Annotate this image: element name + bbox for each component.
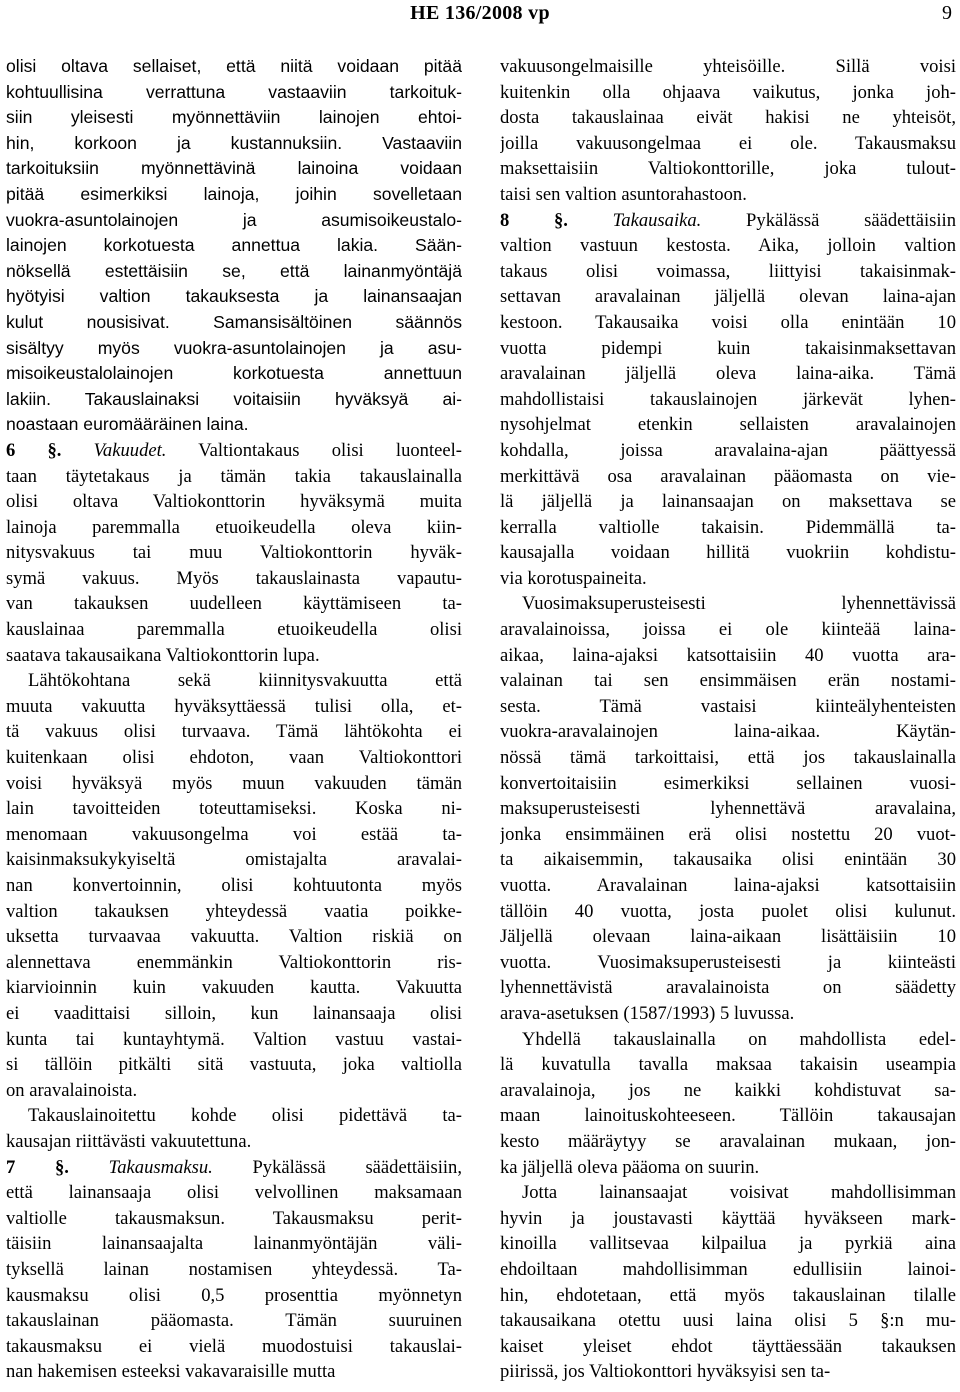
text-line: nössä tämä tarkoittaisi, että jos takauslainalla — [500, 747, 956, 769]
text-line: valtion vastuun kestosta. Aika, jolloin valtion — [500, 235, 956, 257]
text-line: kausajan riittävästi vakuutettuna. — [6, 1130, 252, 1152]
text-line: van takauksen uudelleen käyttämiseen ta- — [6, 593, 462, 615]
text-line — [6, 438, 462, 464]
text-line: taan täytetakaus ja tämän takia takauslainalla — [6, 465, 462, 487]
text-line: lä kuvatulla tavalla maksaa takaisin useampia — [500, 1054, 956, 1076]
text-line: kaiset yleiset ehdot täyttäessään takauksen — [500, 1335, 956, 1357]
section-title: Vakuudet. — [61, 439, 167, 461]
text-line: piirissä, jos Valtiokonttori hyväksyisi sen ta- — [500, 1361, 831, 1383]
text-line — [500, 208, 956, 234]
text-line: takausaikana otettu uusi laina olisi 5 §:n mu- — [500, 1310, 956, 1332]
text-line: lä jäljellä ja lainansaajan on maksettava se — [500, 491, 956, 513]
text-line: lyhennettävistä aravalainoista on säädetty — [500, 977, 956, 999]
text-line: olisi oltava sellaiset, että niitä voidaan pitää — [6, 56, 462, 76]
text-line: kohtuullisina verrattuna vastaaviin tarkoituk- — [6, 81, 462, 102]
text-line: vuokra-aravalainojen laina-aikaa. Käytän- — [500, 721, 956, 743]
text-line: maksettaisiin Valtiokonttorille, joka tulout- — [500, 158, 956, 180]
text-line: menomaan vakuusongelma voi estää ta- — [6, 823, 462, 845]
text-line: kaisinmaksukykyiseltä omistajalta aravalai- — [6, 849, 462, 871]
text-line: sesta. Tämä vastaisi kiinteälyhenteisten — [500, 695, 956, 717]
text-line: si tällöin pitkälti sitä vastuuta, joka valtiolla — [6, 1054, 462, 1076]
text-line: tällöin 40 vuotta, josta puolet olisi kulunut. — [500, 900, 956, 922]
text-line: vuotta pidempi kuin takaisinmaksettavan — [500, 337, 956, 359]
text-line: sisältyy myös vuokra-asuntolainojen ja asu- — [6, 337, 462, 358]
text-line: Jotta lainansaajat voisivat mahdollisimman — [522, 1182, 956, 1204]
document-reference: HE 136/2008 vp — [410, 2, 550, 24]
text-line: hyvin ja joustavasti käyttää hyväkseen mark- — [500, 1207, 956, 1229]
text-line: kunta tai kuntayhtymä. Valtion vastuu vastai- — [6, 1028, 462, 1050]
section-number: 6 §. — [6, 439, 62, 461]
text-line: lainoja paremmalla etuoikeudella oleva kiin- — [6, 516, 462, 538]
text-line: aravalainan jäljellä oleva laina-aika. Tämä — [500, 363, 956, 385]
text-line: nysohjelmat etenkin sellaisten aravalainojen — [500, 414, 956, 436]
text-line: aravalainoissa, joissa ei ole kiinteää laina- — [500, 619, 956, 641]
section-number: 8 §. — [500, 209, 568, 231]
text-line: kesto määräytyy se aravalainan mukaan, jon- — [500, 1130, 956, 1152]
text-line: Yhdellä takauslainalla on mahdollista edel- — [522, 1028, 956, 1050]
section-title: Takausaika. — [567, 209, 702, 231]
text-line: hyötyisi valtion takauksesta ja lainansaajan — [6, 286, 462, 307]
text-line: valtiolle takausmaksun. Takausmaksu perit- — [6, 1207, 462, 1229]
text-line: takaus olisi voimassa, liittyisi takaisinmak- — [500, 260, 956, 282]
text-line: kausmaksu olisi 0,5 prosenttia myönnetyn — [6, 1284, 462, 1306]
text-line: siin yleisesti myönnettäviin lainojen ehtoi- — [6, 107, 462, 128]
left-column — [6, 54, 462, 1385]
text-line: symä vakuus. Myös takauslainasta vapautu- — [6, 567, 462, 589]
text-line: maan lainoituskohteeseen. Tällöin takausajan — [500, 1105, 956, 1127]
text-line: muuta vakuutta hyväksyttäessä tulisi olla, et- — [6, 695, 462, 717]
text-line: takausmaksu ei vielä muodostuisi takauslai- — [6, 1335, 462, 1357]
text-line: vuokra-asuntolainojen ja asumisoikeustalo- — [6, 209, 462, 230]
page-header — [0, 0, 960, 34]
text-line: takauslainan pääomasta. Tämän suuruinen — [6, 1310, 462, 1332]
text-line: merkittävä osa aravalainan pääomasta on vie- — [500, 465, 956, 487]
text-line: vuotta. Aravalainan laina-ajaksi katsottaisiin — [500, 875, 956, 896]
section-text: Pykälässä säädettäisiin — [701, 209, 956, 231]
text-line: että lainansaaja olisi velvollinen maksamaan — [6, 1182, 462, 1204]
text-line: tyksellä lainan nostamisen yhteydessä. Ta- — [6, 1258, 462, 1280]
text-line: voisi hyväksyä myös muun vakuuden tämän — [6, 772, 462, 794]
text-line: mahdollistaisi takauslainojen järkevät lyhen- — [500, 388, 956, 410]
text-line: konvertoitaisiin esimerkiksi sellainen vuosi- — [500, 772, 956, 794]
text-line: via korotuspaineita. — [500, 567, 647, 589]
page-number: 9 — [942, 2, 952, 24]
text-line: on aravalainoista. — [6, 1079, 138, 1101]
text-line: nitysvakuus tai muu Valtiokonttorin hyväk- — [6, 542, 462, 564]
text-line: vakuusongelmaisille yhteisöille. Sillä voisi — [500, 56, 956, 77]
text-line: kuitenkaan olisi ehdoton, vaan Valtiokonttori — [6, 747, 462, 769]
text-line: dosta takauslainaa eivät hakisi ne yhteisöt, — [500, 107, 956, 129]
text-line: alennettava enemmänkin Valtiokonttorin ris- — [6, 951, 462, 973]
text-line: jonka ensimmäinen erä olisi nostettu 20 vuot- — [500, 823, 956, 845]
section-number: 7 §. — [6, 1156, 69, 1178]
text-line: vuotta. Vuosimaksuperusteisesti ja kiinteästi — [500, 951, 956, 973]
text-line: saatava takausaikana Valtiokonttorin lupa. — [6, 644, 320, 666]
text-line: aravalainoja, jos ne kaikki kohdistuvat sa- — [500, 1079, 956, 1101]
text-line: kerralla valtiolle takaisin. Pidemmällä ta- — [500, 516, 956, 538]
section-text: Valtiontakaus olisi luonteel- — [166, 439, 462, 461]
text-line: misoikeustalolainojen korkotuesta annettuun — [6, 363, 462, 384]
text-line: ei vaadittaisi silloin, kun lainansaaja olisi — [6, 1002, 462, 1024]
text-line: olisi oltava Valtiokonttorin hyväksymä muita — [6, 491, 462, 513]
text-line: valtion takauksen yhteydessä vaatia poikke- — [6, 900, 462, 922]
text-line: kauslainaa paremmalla etuoikeudella olisi — [6, 619, 462, 641]
text-line: joilla vakuusongelmaa ei ole. Takausmaksu — [500, 132, 956, 154]
text-line: arava-asetuksen (1587/1993) 5 luvussa. — [500, 1002, 795, 1024]
text-line — [6, 1155, 462, 1181]
text-line: kohdalla, joissa aravalaina-ajan päättyessä — [500, 439, 956, 461]
text-line: tä vakuus olisi turvaava. Tämä lähtökohta ei — [6, 721, 462, 743]
text-line: kestoon. Takausaika voisi olla enintään 10 — [500, 311, 956, 333]
text-line: ka jäljellä oleva pääoma on suurin. — [500, 1156, 760, 1178]
text-line: hin, ehdotetaan, että myös takauslainan tilalle — [500, 1284, 956, 1306]
text-line: kinoilla vallitsevaa kilpailua ja pyrkiä aina — [500, 1233, 956, 1255]
text-line: taisi sen valtion asuntorahastoon. — [500, 183, 747, 205]
text-line: lainojen korkotuesta annettua lakia. Sään- — [6, 235, 462, 256]
text-line: Vuosimaksuperusteisesti lyhennettävissä — [522, 593, 956, 615]
right-column — [500, 54, 956, 1385]
section-text: Pykälässä säädettäisiin, — [212, 1156, 462, 1178]
text-line: hin, korkoon ja kustannuksiin. Vastaaviin — [6, 132, 462, 153]
text-line: settavan aravalainan jäljellä olevan laina-ajan — [500, 286, 956, 308]
text-line: kiarvioinnin kuin vakuuden kautta. Vakuutta — [6, 977, 462, 999]
text-line: tarkoituksiin myönnettävinä lainoina voidaan — [6, 158, 462, 179]
text-line: täisiin lainansaajalta lainanmyöntäjän väli- — [6, 1233, 462, 1255]
text-line: Takauslainoitettu kohde olisi pidettävä ta- — [28, 1105, 462, 1127]
text-line: pitää esimerkiksi lainoja, joihin sovelletaan — [6, 183, 462, 204]
text-line: kuitenkin olla ohjaava vaikutus, jonka joh- — [500, 81, 956, 103]
text-line: noastaan euromääräinen laina. — [6, 414, 249, 435]
text-line: kausajalla voidaan hillitä vuokriin kohdistu- — [500, 542, 956, 564]
text-line: nöksellä estettäisiin se, että lainanmyöntäjä — [6, 260, 462, 281]
text-line: ta aikaisemmin, takausaika olisi enintään 30 — [500, 849, 956, 871]
text-line: ehdoiltaan mahdollisimman edullisiin lainoi- — [500, 1258, 956, 1280]
text-line: lain tavoitteiden toteuttamiseksi. Koska ni- — [6, 798, 462, 820]
text-line: valainan tai sen ensimmäisen erän nostami- — [500, 670, 956, 692]
text-line: nan konvertoinnin, olisi kohtuutonta myös — [6, 875, 462, 896]
text-line: Jäljellä olevaan laina-aikaan lisättäisiin 10 — [500, 926, 956, 948]
text-line: aikaa, laina-ajaksi katsottaisiin 40 vuotta ara- — [500, 644, 956, 666]
section-title: Takausmaksu. — [68, 1156, 213, 1178]
text-line: uksetta turvaavaa vakuutta. Valtion riskiä on — [6, 926, 462, 948]
text-line: nan hakemisen esteeksi vakavaraisille mutta — [6, 1361, 336, 1383]
text-line: kulut nousisivat. Samansisältöinen säännös — [6, 311, 462, 332]
text-line: maksuperusteisesti lyhennettävä aravalaina, — [500, 798, 956, 820]
text-line: Lähtökohtana sekä kiinnitysvakuutta että — [28, 670, 462, 692]
text-line: lakiin. Takauslainaksi voitaisiin hyväksyä ai- — [6, 388, 462, 409]
